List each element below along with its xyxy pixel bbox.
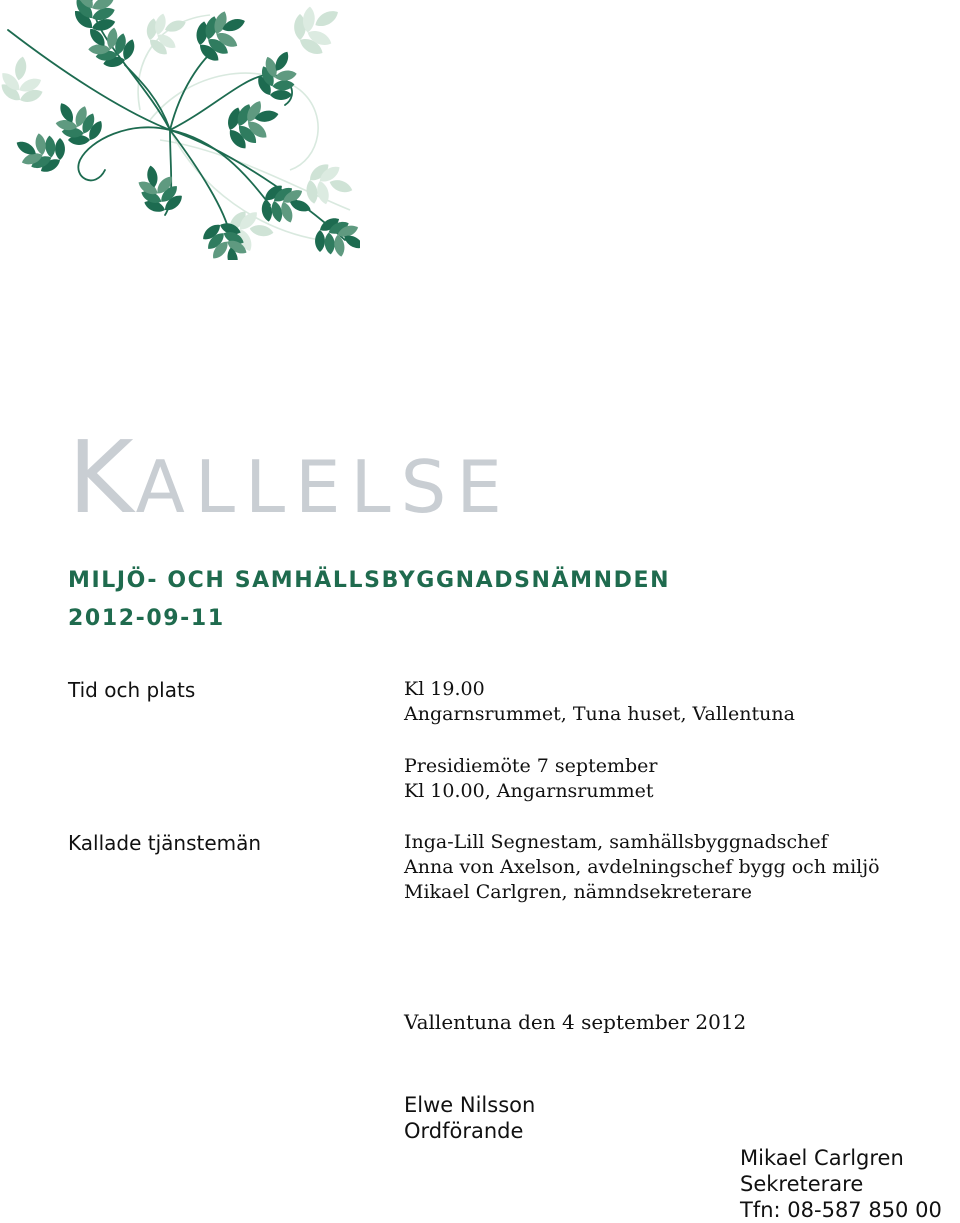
officials-label: Kallade tjänstemän: [68, 831, 262, 855]
time-place-block: [404, 677, 795, 727]
document-title: [68, 419, 512, 536]
presidium-title: Presidiemöte 7 september: [404, 755, 658, 777]
chair-role: Ordförande: [404, 1119, 524, 1143]
officials-list: [404, 830, 880, 905]
place-date: Vallentuna den 4 september 2012: [404, 1010, 747, 1034]
time-place-label: Tid och plats: [68, 678, 196, 702]
board-name: MILJÖ- OCH SAMHÄLLSBYGGNADSNÄMNDEN: [68, 568, 671, 593]
secretary-name: Mikael Carlgren: [740, 1146, 904, 1170]
meeting-place: Angarnsrummet, Tuna huset, Vallentuna: [404, 703, 795, 725]
presidium-block: [404, 754, 657, 804]
floral-ornament: [0, 0, 360, 260]
presidium-time-place: Kl 10.00, Angarnsrummet: [404, 780, 654, 802]
meeting-time: Kl 19.00: [404, 678, 485, 700]
secretary-role: Sekreterare: [740, 1172, 864, 1196]
secretary-signature-block: [740, 1145, 942, 1223]
meeting-date: 2012-09-11: [68, 606, 225, 631]
chair-signature-block: [404, 1092, 535, 1144]
title-rest: ALLELSE: [135, 445, 512, 529]
list-item: Anna von Axelson, avdelningschef bygg och miljö: [404, 856, 880, 878]
list-item: Inga-Lill Segnestam, samhällsbyggnadschef: [404, 831, 828, 853]
title-first-letter: K: [68, 419, 136, 536]
list-item: Mikael Carlgren, nämndsekreterare: [404, 881, 752, 903]
chair-name: Elwe Nilsson: [404, 1093, 536, 1117]
secretary-phone: Tfn: 08-587 850 00: [740, 1198, 942, 1222]
